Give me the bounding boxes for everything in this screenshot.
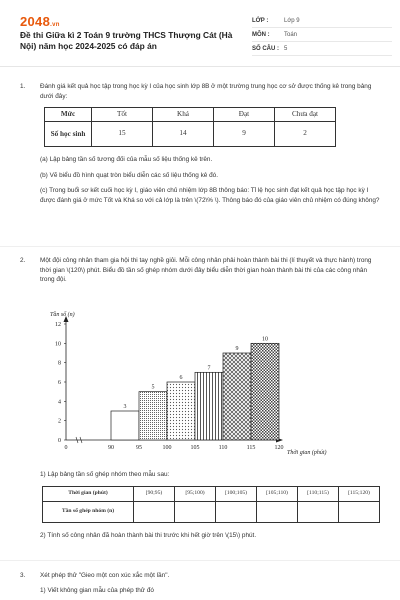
question-text: Xét phép thử "Gieo một con xúc xắc một lần".: [40, 572, 170, 579]
x-axis-label: Thời gian (phút): [287, 450, 327, 456]
page-title: Đề thi Giữa kì 2 Toán 9 trường THCS Thượng Cát (Hà Nội) năm học 2024-2025 có đáp án: [20, 30, 233, 51]
x-tick-label: 110: [218, 445, 228, 451]
table-header: Mức: [45, 108, 92, 122]
y-tick-label: 12: [55, 322, 61, 328]
table-row-label: Số học sinh: [45, 122, 92, 147]
sub-question-2: 2) Tính số công nhân đã hoàn thành bài thi trước khi hết giờ trên \(15\) phút.: [40, 531, 257, 539]
sub-question-c: (c) Trong buổi sơ kết cuối học kỳ I, giáo viên chủ nhiệm lớp 8B thông báo: Tỉ lệ học sinh đạt kết quả học tập học kỳ I được đánh giá ở mức Tốt và Khá so với cả lớp là trên \(72\% \). Thông báo đó của giáo viên chủ nhiệm có đúng không?: [40, 187, 380, 204]
table-cell: [95;100): [175, 486, 216, 501]
question-number: 1.: [20, 83, 26, 90]
x-tick-label: 120: [274, 445, 284, 451]
sub-question-1: 1) Viết không gian mẫu của phép thử đó: [40, 586, 154, 594]
question-number: 2.: [20, 257, 26, 264]
x-tick-label: 105: [190, 445, 200, 451]
question-3: [20, 571, 380, 595]
question-2-tasks: [20, 470, 380, 540]
table-cell: 14: [153, 122, 214, 147]
table-header: Đạt: [214, 108, 275, 122]
histogram-bar: [139, 392, 167, 440]
q1-table: [44, 107, 336, 147]
table-header: Tốt: [92, 108, 153, 122]
table-cell: [298, 501, 339, 522]
divider: [0, 246, 400, 247]
y-tick-label: 8: [58, 360, 61, 367]
table-cell: [115;120): [339, 486, 380, 501]
x-tick-label: 0: [64, 445, 68, 451]
bar-value-label: 5: [151, 384, 155, 391]
table-cell: 15: [92, 122, 153, 147]
q2-table: [42, 486, 380, 523]
histogram-bar: [223, 353, 251, 440]
x-tick-label: 115: [246, 445, 256, 451]
y-axis-label: Tần số (n): [50, 312, 75, 318]
chart-bars: [111, 343, 279, 440]
table-cell: [105;110): [257, 486, 298, 501]
y-tick-label: 10: [55, 341, 61, 348]
question-2: [20, 256, 380, 285]
table-cell: [216, 501, 257, 522]
meta-row-subject: MÔN : Toán: [252, 28, 392, 42]
y-tick-label: 0: [58, 438, 61, 444]
table-cell: 9: [214, 122, 275, 147]
bar-value-label: 7: [207, 365, 211, 372]
frequency-histogram: [40, 308, 340, 468]
histogram-bar: [167, 382, 195, 440]
table-row-label: Thời gian (phút): [43, 486, 134, 501]
table-row: [45, 122, 336, 147]
site-logo[interactable]: 2048.vn: [20, 14, 60, 29]
sub-question-1: 1) Lập bảng tần số ghép nhóm theo mẫu sau:: [40, 471, 170, 478]
page-header: [0, 0, 400, 67]
x-tick-label: 90: [108, 445, 114, 451]
meta-row-class: LỚP : Lớp 9: [252, 14, 392, 28]
table-cell: [175, 501, 216, 522]
y-tick-label: 2: [58, 418, 61, 425]
sub-question-b: (b) Vẽ biểu đồ hình quạt tròn biểu diễn các số liệu thống kê đó.: [40, 171, 218, 179]
histogram-bar: [111, 411, 139, 440]
table-header-row: [45, 108, 336, 122]
meta-row-count: SỐ CÂU : 5: [252, 42, 392, 56]
table-cell: [90;95): [134, 486, 175, 501]
bar-value-label: 10: [262, 336, 268, 343]
table-row: [43, 501, 380, 522]
question-text: Đánh giá kết quả học tập trong học kỳ I của học sinh lớp 8B ở một trường trung học cơ sở được thống kê trong bảng dưới đây:: [40, 83, 372, 100]
histogram-bar: [251, 343, 279, 440]
table-row-label: Tần số ghép nhóm (n): [43, 501, 134, 522]
question-text: Một đội công nhân tham gia hội thi tay nghề giỏi. Mỗi công nhân phải hoàn thành bài thi (lí thuyết và thực hành) trong thời gian \(120\) phút. Biểu đồ tần số ghép nhóm dưới đây biểu diễn thời gian hoàn thành bài thi của các công nhân trong đội.: [40, 257, 372, 284]
table-cell: [134, 501, 175, 522]
table-row: [43, 486, 380, 501]
question-number: 3.: [20, 572, 26, 579]
bar-value-label: 9: [235, 346, 239, 352]
x-tick-label: 100: [162, 445, 172, 451]
table-cell: [100;105): [216, 486, 257, 501]
bar-value-label: 3: [123, 404, 127, 410]
table-cell: [339, 501, 380, 522]
sub-question-a: (a) Lập bảng tần số tương đối của mẫu số liệu thống kê trên.: [40, 156, 213, 164]
x-tick-label: 95: [136, 445, 142, 451]
y-tick-label: 4: [58, 399, 61, 406]
question-1: [20, 82, 380, 206]
y-tick-label: 6: [58, 380, 61, 386]
table-header: Khá: [153, 108, 214, 122]
table-cell: 2: [275, 122, 336, 147]
table-header: Chưa đạt: [275, 108, 336, 122]
divider: [0, 560, 400, 561]
exam-meta: [252, 14, 392, 56]
histogram-bar: [195, 372, 223, 440]
table-cell: [110;115): [298, 486, 339, 501]
table-cell: [257, 501, 298, 522]
bar-value-label: 6: [179, 375, 183, 381]
